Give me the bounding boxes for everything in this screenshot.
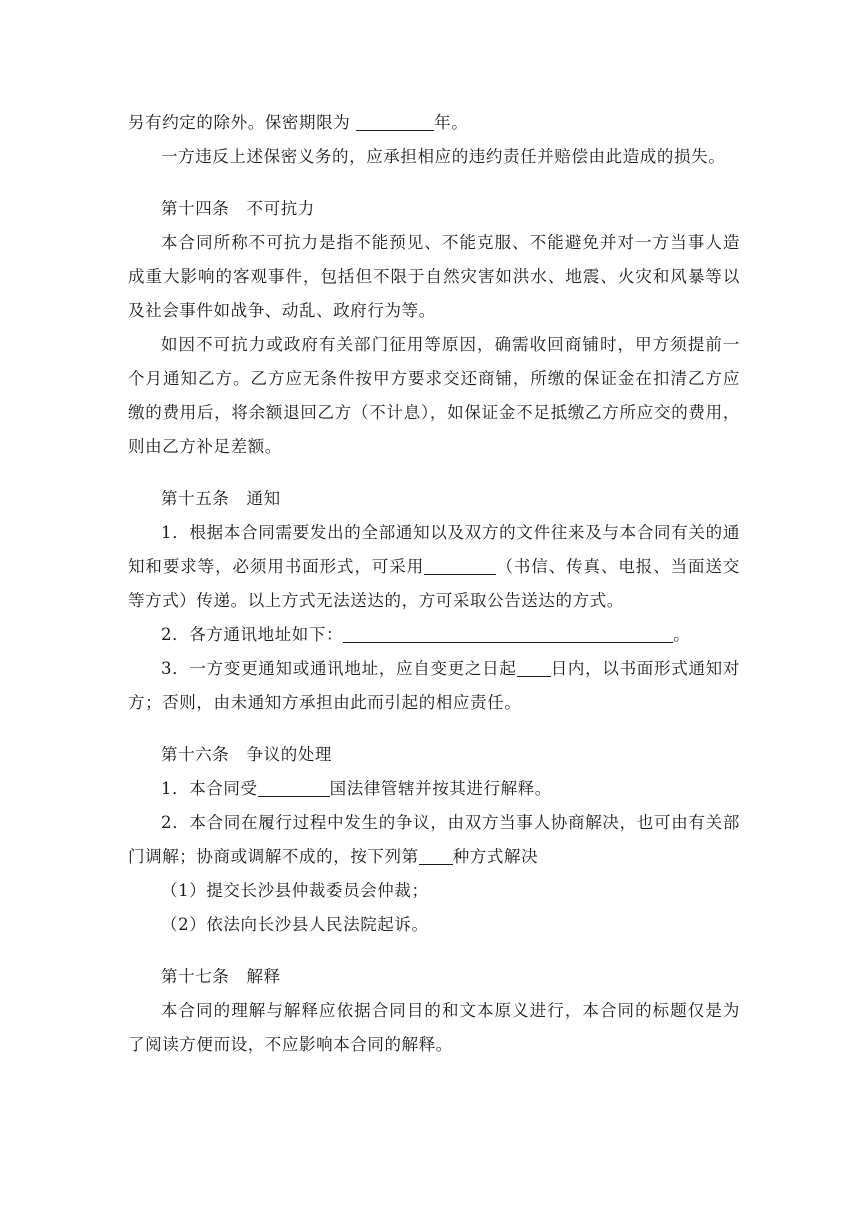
article-16-item-2-text-b: 种方式解决 (452, 847, 539, 866)
article-15-title: 第十五条 通知 (161, 489, 281, 508)
section-gap (128, 942, 740, 960)
breach-paragraph: 一方违反上述保密义务的，应承担相应的违约责任并赔偿由此造成的损失。 (161, 147, 726, 166)
article-17-title: 第十七条 解释 (161, 967, 281, 986)
address-blank[interactable] (343, 624, 673, 643)
article-15-item-1 (128, 516, 740, 618)
dispute-option-blank[interactable] (419, 846, 453, 865)
governing-law-country-blank[interactable] (258, 778, 330, 797)
article-14-title: 第十四条 不可抗力 (161, 199, 315, 218)
article-15-item-1-text-b: （书信、传真、电报、当面送交等方式）传递。以上方式无法送达的，方可采取公告送达的方式。 (128, 557, 740, 610)
section-gap (128, 720, 740, 738)
article-15-item-2 (128, 618, 740, 652)
article-16-item-2 (128, 806, 740, 874)
confidentiality-years-blank[interactable] (356, 112, 434, 131)
article-15-item-3-text-b: 日内，以书面形式通知对方；否则，由未通知方承担由此而引起的相应责任。 (128, 659, 740, 712)
article-17-paragraph-1: 本合同的理解与解释应依据合同目的和文本原义进行，本合同的标题仅是为了阅读方便而设，不应影响本合同的解释。 (128, 1001, 740, 1054)
article-15-item-3 (128, 652, 740, 720)
dispute-option-2: （2）依法向长沙县人民法院起诉。 (161, 915, 429, 934)
section-gap (128, 464, 740, 482)
article-15-item-3-text-a: 3．一方变更通知或通讯地址，应自变更之日起 (161, 659, 517, 678)
confidentiality-text-b: 年。 (434, 113, 469, 132)
article-15-item-1-text-a: 1．根据本合同需要发出的全部通知以及双方的文件往来及与本合同有关的通知和要求等，必须用书面形式，可采用 (128, 523, 740, 576)
article-16-item-1-text-b: 国法律管辖并按其进行解释。 (329, 779, 552, 798)
confidentiality-text-a: 另有约定的除外。保密期限为 (128, 113, 351, 132)
section-gap (128, 174, 740, 192)
article-14-paragraph-1: 本合同所称不可抗力是指不能预见、不能克服、不能避免并对一方当事人造成重大影响的客观事件，包括但不限于自然灾害如洪水、地震、火灾和风暴等以及社会事件如战争、动乱、政府行为等。 (128, 233, 740, 320)
change-notice-days-blank[interactable] (517, 658, 551, 677)
dispute-option-1: （1）提交长沙县仲裁委员会仲裁； (161, 881, 429, 900)
article-14-paragraph-2: 如因不可抗力或政府有关部门征用等原因，确需收回商铺时，甲方须提前一个月通知乙方。乙方应无条件按甲方要求交还商铺，所缴的保证金在扣清乙方应缴的费用后，将余额退回乙方（不计息），如保证金不足抵缴乙方所应交的费用，则由乙方补足差额。 (128, 335, 740, 456)
notice-method-blank[interactable] (424, 556, 496, 575)
confidentiality-term-paragraph (128, 106, 740, 140)
article-16-item-1-text-a: 1．本合同受 (161, 779, 258, 798)
contract-body (128, 106, 740, 1062)
article-16-item-2-text-a: 2．本合同在履行过程中发生的争议，由双方当事人协商解决，也可由有关部门调解；协商或调解不成的，按下列第 (128, 813, 740, 866)
article-15-item-2-text-b: 。 (673, 625, 691, 644)
article-16-title: 第十六条 争议的处理 (161, 745, 332, 764)
article-16-item-1 (128, 772, 740, 806)
article-15-item-2-text-a: 2．各方通讯地址如下： (161, 625, 344, 644)
